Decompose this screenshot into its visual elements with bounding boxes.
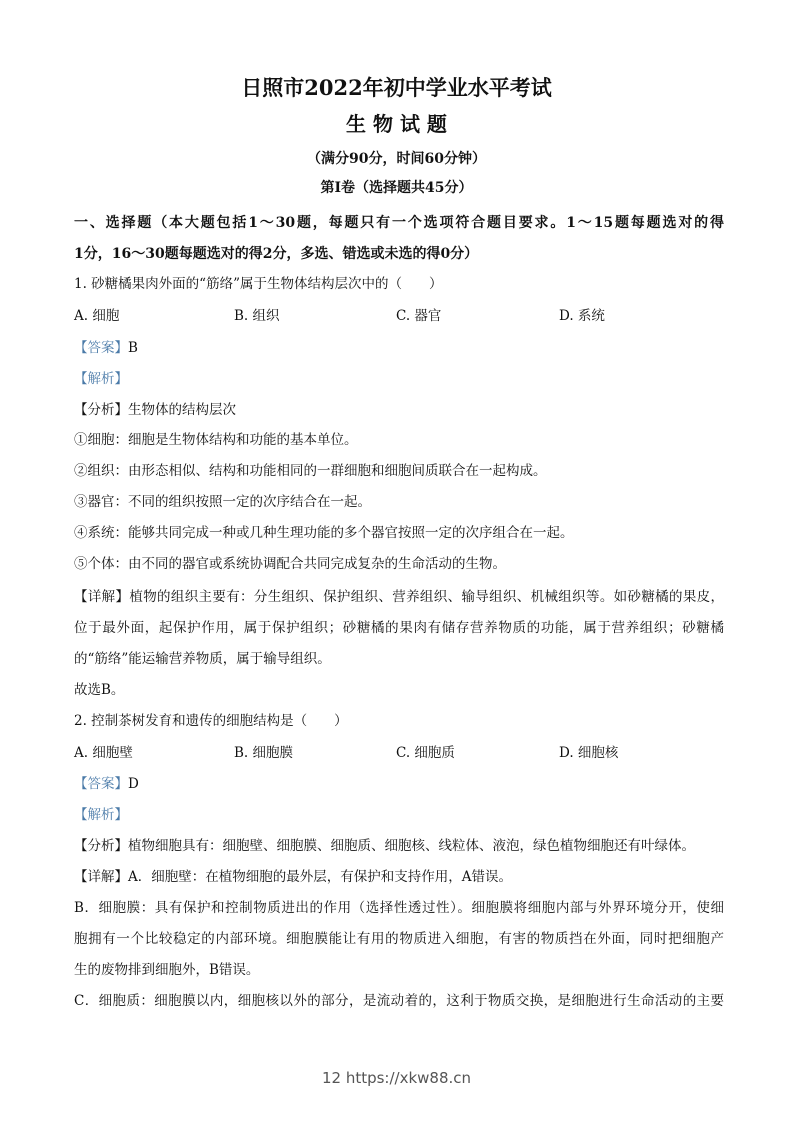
exam-title: 日照市2022年初中学业水平考试 (241, 75, 552, 100)
explanation-line: 故选B。 (74, 682, 125, 698)
analysis-tag: 【解析】 (74, 807, 128, 823)
instructions-line-1: 一、选择题（本大题包括1～30题，每题只有一个选项符合题目要求。1～15题每题选对的得 (74, 215, 724, 231)
instructions-line-2: 1分，16～30题每题选对的得2分，多选、错选或未选的得0分） (74, 246, 479, 262)
explanation-line (74, 401, 236, 419)
explanation-line (74, 868, 512, 886)
line-text: 植物的组织主要有：分生组织、保护组织、营养组织、输导组织、机械组织等。如砂糖橘的果皮， (129, 589, 725, 605)
label-tag: 【分析】 (74, 838, 128, 854)
explanation-line: 胞拥有一个比较稳定的内部环境。细胞膜能让有用的物质进入细胞，有害的物质挡在外面，同时把细胞产 (74, 931, 724, 947)
line-text: 生物体的结构层次 (128, 402, 236, 418)
option-b: B. 细胞膜 (234, 745, 294, 761)
explanation-line: ①细胞：细胞是生物体结构和功能的基本单位。 (74, 432, 358, 448)
option-b: B. 组织 (234, 308, 280, 324)
explanation-line: ④系统：能够共同完成一种或几种生理功能的多个器官按照一定的次序组合在一起。 (74, 525, 574, 541)
option-c: C. 细胞质 (396, 745, 455, 761)
label-tag: 【分析】 (74, 402, 128, 418)
option-c: C. 器官 (396, 308, 442, 324)
explanation-line: ⑤个体：由不同的器官或系统协调配合共同完成复杂的生命活动的生物。 (74, 556, 506, 572)
exam-info: （满分90分，时间60分钟） (307, 151, 486, 167)
line-text: 植物细胞具有：细胞壁、细胞膜、细胞质、细胞核、线粒体、液泡，绿色植物细胞还有叶绿体。 (128, 838, 695, 854)
option-d: D. 细胞核 (559, 745, 619, 761)
explanation-line: 的“筋络”能运输营养物质，属于输导组织。 (74, 651, 331, 667)
answer-tag: 【答案】 (74, 340, 128, 356)
answer-value: B (128, 340, 138, 356)
explanation-line: ②组织：由形态相似、结构和功能相同的一群细胞和细胞间质联合在一起构成。 (74, 463, 547, 479)
explanation-line: 位于最外面，起保护作用，属于保护组织；砂糖橘的果肉有储存营养物质的功能，属于营养组织；砂糖橘 (74, 620, 724, 636)
label-tag: 【详解】 (74, 869, 128, 885)
section-title: 第Ⅰ卷（选择题共45分） (320, 180, 473, 196)
subject-title: 生 物 试 题 (346, 112, 447, 136)
explanation-line (74, 837, 695, 855)
explanation-line: C．细胞质：细胞膜以内，细胞核以外的部分，是流动着的，这利于物质交换，是细胞进行生命活动的主要 (74, 993, 724, 1009)
option-a: A. 细胞壁 (74, 745, 133, 761)
page-footer: 12 https://xkw88.cn (321, 1069, 472, 1087)
question-2-stem: 2. 控制茶树发育和遗传的细胞结构是（ ） (74, 713, 348, 729)
explanation-line: ③器官：不同的组织按照一定的次序结合在一起。 (74, 494, 371, 510)
explanation-line (74, 588, 724, 606)
option-d: D. 系统 (559, 308, 605, 324)
line-text: A．细胞壁：在植物细胞的最外层，有保护和支持作用，A错误。 (128, 869, 512, 885)
option-a: A. 细胞 (74, 308, 120, 324)
label-tag: 【详解】 (74, 589, 130, 605)
explanation-line: B．细胞膜：具有保护和控制物质进出的作用（选择性透过性）。细胞膜将细胞内部与外界环境分开，使细 (74, 900, 724, 916)
answer-tag: 【答案】 (74, 776, 128, 792)
analysis-tag: 【解析】 (74, 371, 128, 387)
answer-value: D (128, 776, 139, 792)
question-1-stem: 1. 砂糖橘果肉外面的“筋络”属于生物体结构层次中的（ ） (74, 276, 443, 292)
question-2-answer (74, 775, 139, 793)
question-1-answer (74, 339, 138, 357)
explanation-line: 生的废物排到细胞外，B错误。 (74, 962, 260, 978)
